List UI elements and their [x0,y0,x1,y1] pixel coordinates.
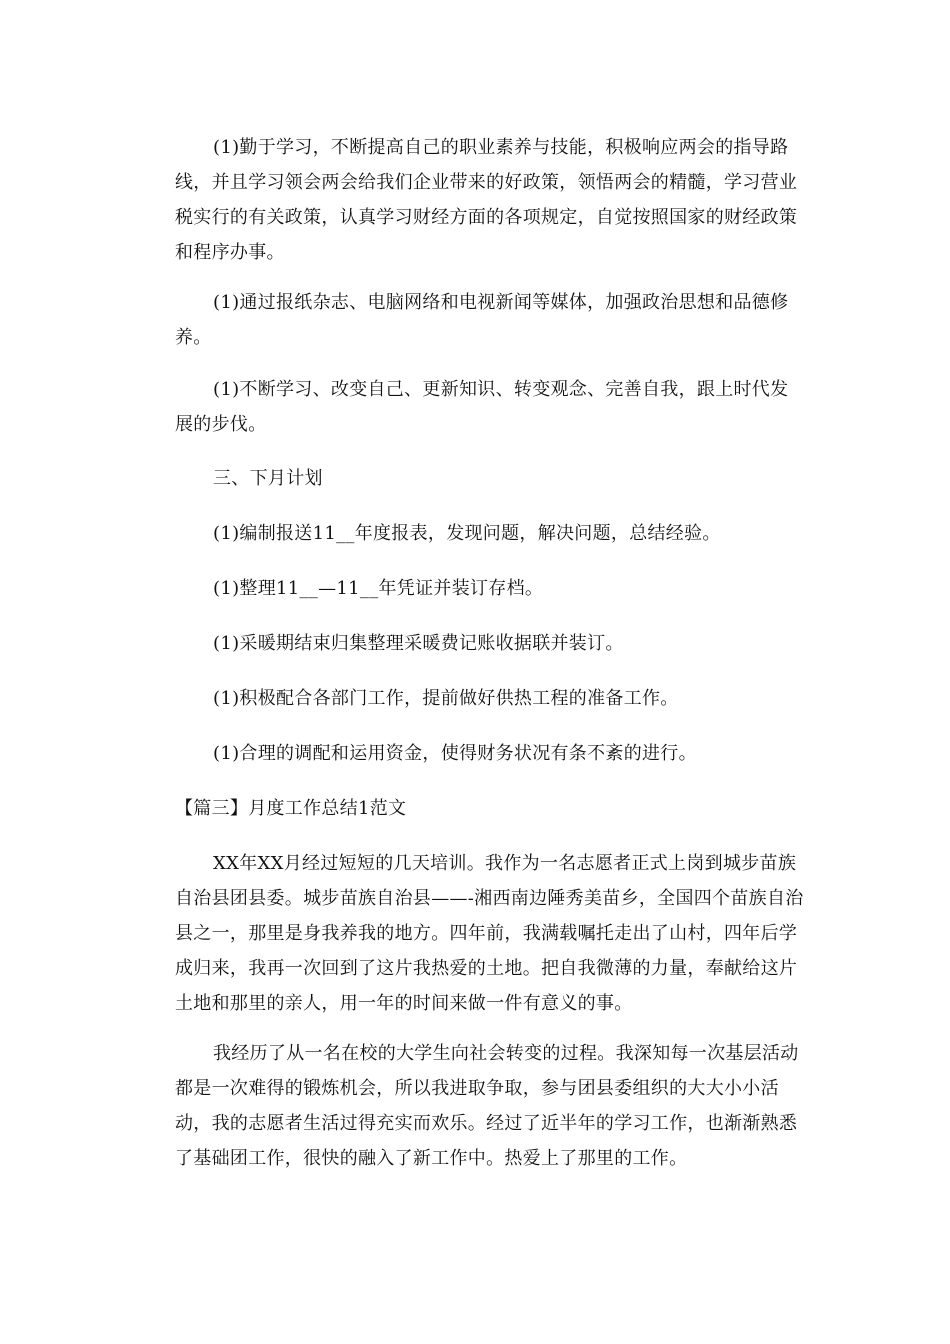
paragraph-plan-reports: (1)编制报送11__年度报表，发现问题，解决问题，总结经验。 [213,523,721,544]
section-title-part-three: 【篇三】月度工作总结1范文 [175,798,407,819]
paragraph-plan-vouchers: (1)整理11__—11__年凭证并装订存档。 [213,578,544,599]
paragraph-volunteer-experience: 我经历了从一名在校的大学生向社会转变的过程。我深知每一次基层活动都是一次难得的锻炼机会，所以我进取争取，参与团县委组织的大大小小活动，我的志愿者生活过得充实而欢乐。经过了近半年的学习工作，也渐渐熟悉了基础团工作，很快的融入了新工作中。热爱上了那里的工作。 [175,1043,799,1169]
paragraph-plan-funds: (1)合理的调配和运用资金，使得财务状况有条不紊的进行。 [213,743,697,764]
heading-next-month-plan: 三、下月计划 [213,468,323,489]
paragraph-study: (1)勤于学习，不断提高自己的职业素养与技能，积极响应两会的指导路线，并且学习领会两会给我们企业带来的好政策，领悟两会的精髓，学习营业税实行的有关政策，认真学习财经方面的各项规定，自觉按照国家的财经政策和程序办事。 [175,137,798,263]
paragraph-learning: (1)不断学习、改变自己、更新知识、转变观念、完善自我，跟上时代发展的步伐。 [175,379,789,435]
paragraph-plan-cooperation: (1)积极配合各部门工作，提前做好供热工程的准备工作。 [213,688,679,709]
paragraph-media: (1)通过报纸杂志、电脑网络和电视新闻等媒体，加强政治思想和品德修养。 [175,292,789,348]
paragraph-volunteer-intro: XX年XX月经过短短的几天培训。我作为一名志愿者正式上岗到城步苗族自治县团县委。城步苗族自治县——-湘西南边陲秀美苗乡，全国四个苗族自治县之一，那里是身我养我的地方。四年前，我满载嘱托走出了山村，四年后学成归来，我再一次回到了这片我热爱的土地。把自我微薄的力量，奉献给这片土地和那里的亲人，用一年的时间来做一件有意义的事。 [175,853,804,1014]
paragraph-plan-heating-receipts: (1)采暖期结束归集整理采暖费记账收据联并装订。 [213,633,624,654]
